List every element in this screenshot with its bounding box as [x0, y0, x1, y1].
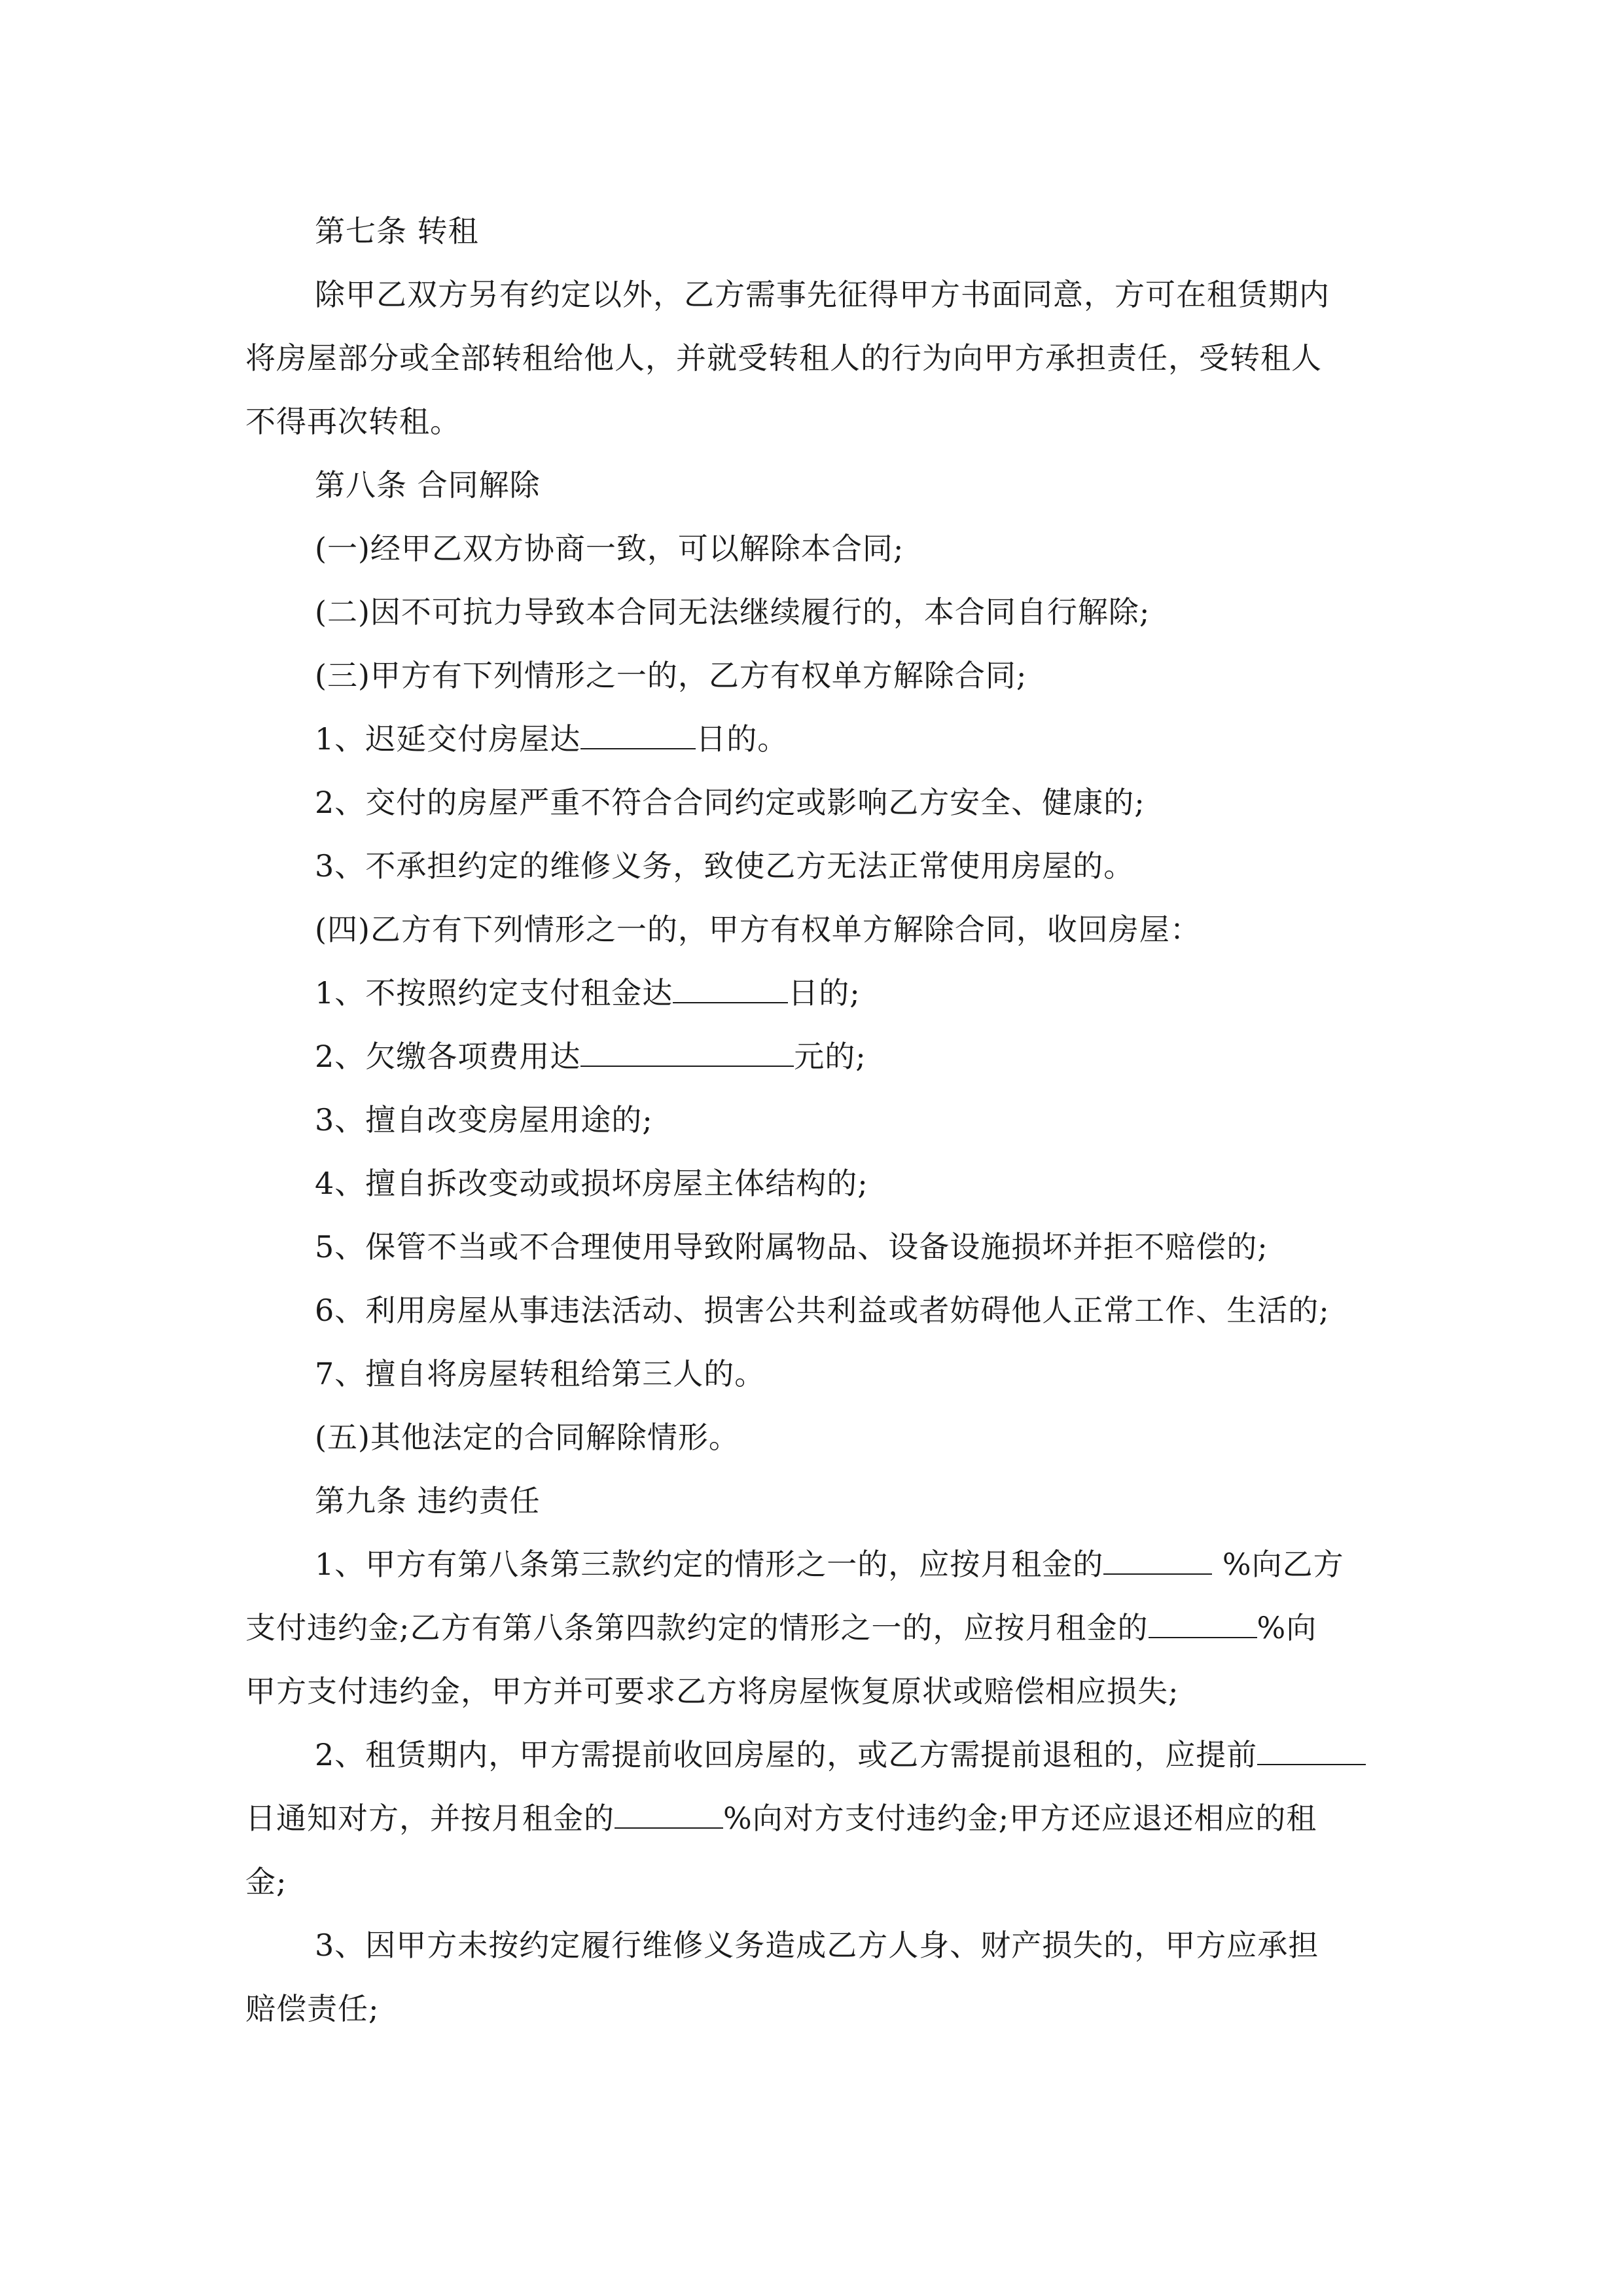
text: %向乙方	[1212, 1547, 1344, 1582]
article-8-item-4-7: 7、擅自将房屋转租给第三人的。	[315, 1356, 766, 1391]
article-8-item-1: (一)经甲乙双方协商一致，可以解除本合同;	[315, 531, 904, 566]
fill-blank-percent	[1103, 1547, 1212, 1575]
text: 日的;	[788, 975, 861, 1011]
article-9-clause-3-line-2: 赔偿责任;	[245, 1991, 380, 2026]
article-9-heading: 第九条 违约责任	[315, 1483, 541, 1518]
text: 2、欠缴各项费用达	[315, 1039, 581, 1074]
article-9-clause-1-line-2	[245, 1596, 1384, 1660]
document-body	[245, 200, 1384, 2041]
article-8-item-4: (四)乙方有下列情形之一的，甲方有权单方解除合同，收回房屋：	[315, 912, 1201, 947]
article-8-item-3-1	[245, 708, 1384, 771]
text: 日通知对方，并按月租金的	[245, 1801, 615, 1836]
article-9-clause-2-line-2	[245, 1787, 1384, 1850]
article-9-clause-3-line-1: 3、因甲方未按约定履行维修义务造成乙方人身、财产损失的，甲方应承担	[315, 1928, 1319, 1963]
fill-blank-percent	[615, 1801, 723, 1829]
article-7-line-1: 除甲乙双方另有约定以外，乙方需事先征得甲方书面同意，方可在租赁期内	[315, 277, 1330, 312]
fill-blank-days	[1257, 1738, 1366, 1765]
article-8-item-4-1	[245, 961, 1384, 1025]
article-9-clause-1-line-3: 甲方支付违约金，甲方并可要求乙方将房屋恢复原状或赔偿相应损失;	[245, 1674, 1179, 1709]
article-8-item-4-5: 5、保管不当或不合理使用导致附属物品、设备设施损坏并拒不赔偿的;	[315, 1229, 1268, 1265]
fill-blank-days	[580, 722, 696, 749]
fill-blank-percent	[1149, 1611, 1257, 1638]
article-8-item-4-2	[245, 1025, 1384, 1088]
text: 1、迟延交付房屋达	[315, 721, 581, 757]
article-8-item-3-3: 3、不承担约定的维修义务，致使乙方无法正常使用房屋的。	[315, 848, 1135, 884]
fill-blank-days	[673, 976, 788, 1003]
article-8-item-4-4: 4、擅自拆改变动或损坏房屋主体结构的;	[315, 1166, 868, 1201]
article-8-heading: 第八条 合同解除	[315, 467, 541, 503]
article-7-line-3: 不得再次转租。	[245, 404, 461, 439]
fill-blank-amount	[580, 1039, 794, 1067]
article-8-item-3-2: 2、交付的房屋严重不符合合同约定或影响乙方安全、健康的;	[315, 785, 1145, 820]
text: 支付违约金;乙方有第八条第四款约定的情形之一的，应按月租金的	[245, 1610, 1149, 1645]
article-7-line-2: 将房屋部分或全部转租给他人，并就受转租人的行为向甲方承担责任，受转租人	[245, 340, 1322, 376]
article-9-clause-2-line-1	[245, 1723, 1384, 1787]
article-8-item-5: (五)其他法定的合同解除情形。	[315, 1420, 740, 1455]
article-8-item-4-6: 6、利用房屋从事违法活动、损害公共利益或者妨碍他人正常工作、生活的;	[315, 1293, 1330, 1328]
text: 2、租赁期内，甲方需提前收回房屋的，或乙方需提前退租的，应提前	[315, 1737, 1258, 1772]
text: %向对方支付违约金;甲方还应退还相应的租	[723, 1801, 1317, 1836]
text: %向	[1257, 1610, 1317, 1645]
article-8-item-2: (二)因不可抗力导致本合同无法继续履行的，本合同自行解除;	[315, 594, 1150, 630]
article-8-item-3: (三)甲方有下列情形之一的，乙方有权单方解除合同;	[315, 658, 1027, 693]
text: 1、甲方有第八条第三款约定的情形之一的，应按月租金的	[315, 1547, 1104, 1582]
article-8-item-4-3: 3、擅自改变房屋用途的;	[315, 1102, 653, 1138]
text: 元的;	[794, 1039, 866, 1074]
article-9-clause-1-line-1	[245, 1533, 1384, 1596]
text: 日的。	[696, 721, 789, 757]
article-7-heading: 第七条 转租	[315, 213, 479, 249]
text: 1、不按照约定支付租金达	[315, 975, 673, 1011]
article-9-clause-2-line-3: 金;	[245, 1864, 287, 1899]
